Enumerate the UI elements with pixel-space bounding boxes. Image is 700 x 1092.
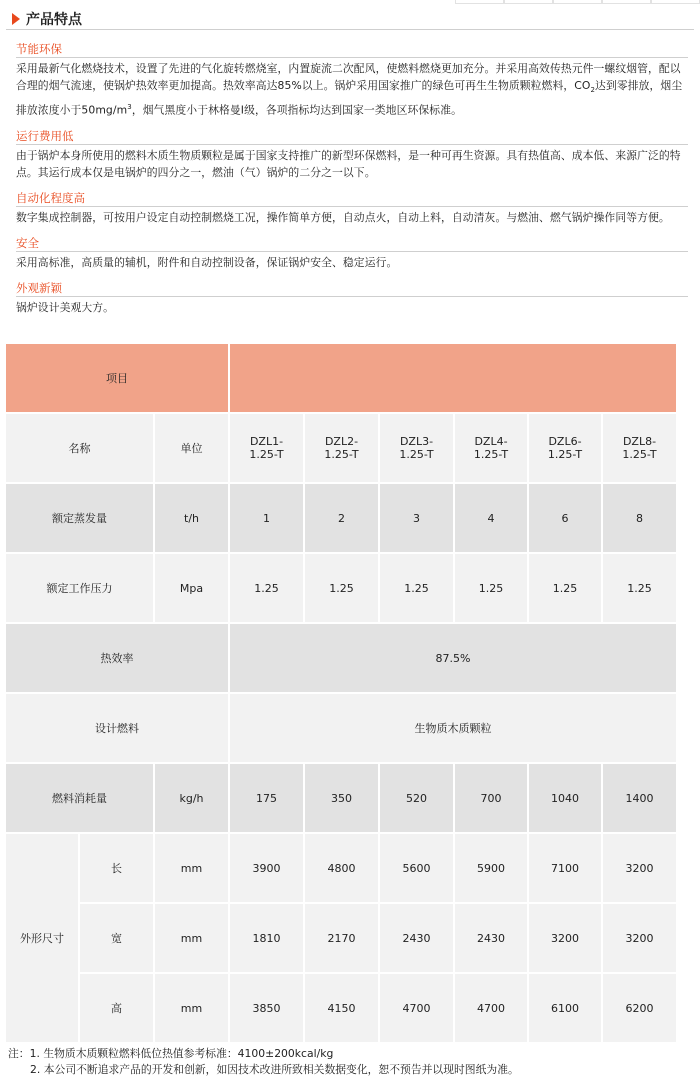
pressure-unit: Mpa (154, 553, 229, 623)
consumption-value: 520 (379, 763, 454, 833)
length-value: 4800 (304, 833, 379, 903)
model-cell (304, 413, 379, 483)
model-line1: DZL4- (474, 435, 508, 448)
width-row (5, 903, 677, 973)
top-tab-5 (651, 0, 700, 4)
pressure-value: 1.25 (229, 553, 304, 623)
top-tab-2 (504, 0, 553, 4)
height-value: 6200 (602, 973, 677, 1043)
consumption-value: 1400 (602, 763, 677, 833)
length-label: 长 (79, 833, 154, 903)
length-value: 3900 (229, 833, 304, 903)
model-line2: 1.25-T (547, 448, 583, 461)
model-cell (229, 413, 304, 483)
width-value: 3200 (528, 903, 602, 973)
pressure-row (5, 553, 677, 623)
pressure-label: 额定工作压力 (5, 553, 154, 623)
top-tab-4 (602, 0, 651, 4)
length-row (5, 833, 677, 903)
width-value: 2170 (304, 903, 379, 973)
steam-value: 2 (304, 483, 379, 553)
width-unit: mm (154, 903, 229, 973)
model-line2: 1.25-T (324, 448, 359, 461)
feature-section (16, 236, 688, 271)
top-tab-1 (455, 0, 504, 4)
feature-body: 数字集成控制器，可按用户设定自动控制燃烧工况，操作简单方便，自动点火，自动上料，自动清灰。与燃油、燃气锅炉操作同等方便。 (16, 210, 670, 224)
consumption-label: 燃料消耗量 (5, 763, 154, 833)
width-value: 3200 (602, 903, 677, 973)
item-header-blank (229, 343, 677, 413)
steam-unit: t/h (154, 483, 229, 553)
steam-value: 1 (229, 483, 304, 553)
feature-sections (16, 42, 688, 326)
height-value: 3850 (229, 973, 304, 1043)
name-label: 名称 (5, 413, 154, 483)
height-value: 4700 (379, 973, 454, 1043)
height-row (5, 973, 677, 1043)
steam-row (5, 483, 677, 553)
fuel-row (5, 693, 677, 763)
feature-title: 自动化程度高 (16, 191, 688, 207)
feature-body: 采用最新气化燃烧技术，设置了先进的气化旋转燃烧室，内置旋流二次配风，使燃料燃烧更加充分。并采用高效传热元件一螺纹烟管，配以合理的烟气流速，使锅炉热效率更加提高。热效率高达85%以上。锅炉采用国家推广的绿色可再生生物质颗粒燃料，$CO_2$达到零排放，烟尘排放浓度小于$50mg/m^3$，烟气黑度小于林格曼I级，各项指标均达到国家一类地区环保标准。 (16, 62, 683, 117)
model-cell (528, 413, 602, 483)
consumption-unit: kg/h (154, 763, 229, 833)
model-line1: DZL6- (548, 435, 582, 448)
width-value: 2430 (379, 903, 454, 973)
model-line1: DZL2- (324, 435, 359, 448)
feature-section (16, 281, 688, 316)
model-cell (454, 413, 528, 483)
fuel-value: 生物质木质颗粒 (229, 693, 677, 763)
height-value: 4150 (304, 973, 379, 1043)
table-header-row (5, 343, 677, 413)
steam-value: 3 (379, 483, 454, 553)
model-row (5, 413, 677, 483)
footnote-1: 注：1. 生物质木质颗粒燃料低位热值参考标准：4100±200kcal/kg (8, 1047, 334, 1060)
steam-value: 6 (528, 483, 602, 553)
model-line2: 1.25-T (622, 448, 657, 461)
item-header-cell: 项目 (5, 343, 229, 413)
pressure-value: 1.25 (304, 553, 379, 623)
model-line2: 1.25-T (473, 448, 509, 461)
width-label: 宽 (79, 903, 154, 973)
feature-body: 由于锅炉本身所使用的燃料木质生物质颗粒是属于国家支持推广的新型环保燃料，是一种可再生资源。具有热值高、成本低、来源广泛的特点。其运行成本仅是电锅炉的四分之一，燃油（气）锅炉的二分之一以下。 (16, 148, 681, 179)
height-value: 4700 (454, 973, 528, 1043)
pressure-value: 1.25 (602, 553, 677, 623)
feature-title: 安全 (16, 236, 688, 252)
dimensions-label: 外形尺寸 (5, 833, 79, 1043)
consumption-value: 700 (454, 763, 528, 833)
model-line1: DZL8- (622, 435, 657, 448)
feature-body: 采用高标准，高质量的辅机，附件和自动控制设备，保证锅炉安全、稳定运行。 (16, 255, 398, 269)
page-title: 产品特点 (26, 11, 82, 28)
consumption-row (5, 763, 677, 833)
length-value: 5900 (454, 833, 528, 903)
footnotes (8, 1046, 692, 1078)
length-value: 7100 (528, 833, 602, 903)
consumption-value: 1040 (528, 763, 602, 833)
efficiency-label: 热效率 (5, 623, 229, 693)
height-label: 高 (79, 973, 154, 1043)
fuel-label: 设计燃料 (5, 693, 229, 763)
pressure-value: 1.25 (379, 553, 454, 623)
height-value: 6100 (528, 973, 602, 1043)
model-cell (379, 413, 454, 483)
feature-section (16, 42, 688, 119)
efficiency-value: 87.5% (229, 623, 677, 693)
model-line1: DZL1- (249, 435, 284, 448)
feature-title: 节能环保 (16, 42, 688, 58)
spec-table (4, 342, 678, 1044)
steam-value: 4 (454, 483, 528, 553)
length-unit: mm (154, 833, 229, 903)
pressure-value: 1.25 (528, 553, 602, 623)
length-value: 3200 (602, 833, 677, 903)
play-triangle-icon (12, 13, 20, 25)
consumption-value: 350 (304, 763, 379, 833)
feature-section (16, 129, 688, 181)
pressure-value: 1.25 (454, 553, 528, 623)
efficiency-row (5, 623, 677, 693)
steam-value: 8 (602, 483, 677, 553)
length-value: 5600 (379, 833, 454, 903)
feature-title: 运行费用低 (16, 129, 688, 145)
model-line2: 1.25-T (249, 448, 284, 461)
top-tab-strip (455, 0, 700, 4)
unit-label: 单位 (154, 413, 229, 483)
model-cell (602, 413, 677, 483)
footnote-2: 2. 本公司不断追求产品的开发和创新，如因技术改进所致相关数据变化，恕不预告并以现时图纸为准。 (30, 1063, 519, 1076)
width-value: 2430 (454, 903, 528, 973)
steam-label: 额定蒸发量 (5, 483, 154, 553)
section-header (6, 8, 694, 30)
feature-title: 外观新颖 (16, 281, 688, 297)
feature-body: 锅炉设计美观大方。 (16, 300, 115, 314)
model-line2: 1.25-T (399, 448, 434, 461)
consumption-value: 175 (229, 763, 304, 833)
width-value: 1810 (229, 903, 304, 973)
top-tab-3 (553, 0, 602, 4)
model-line1: DZL3- (399, 435, 434, 448)
height-unit: mm (154, 973, 229, 1043)
feature-section (16, 191, 688, 226)
